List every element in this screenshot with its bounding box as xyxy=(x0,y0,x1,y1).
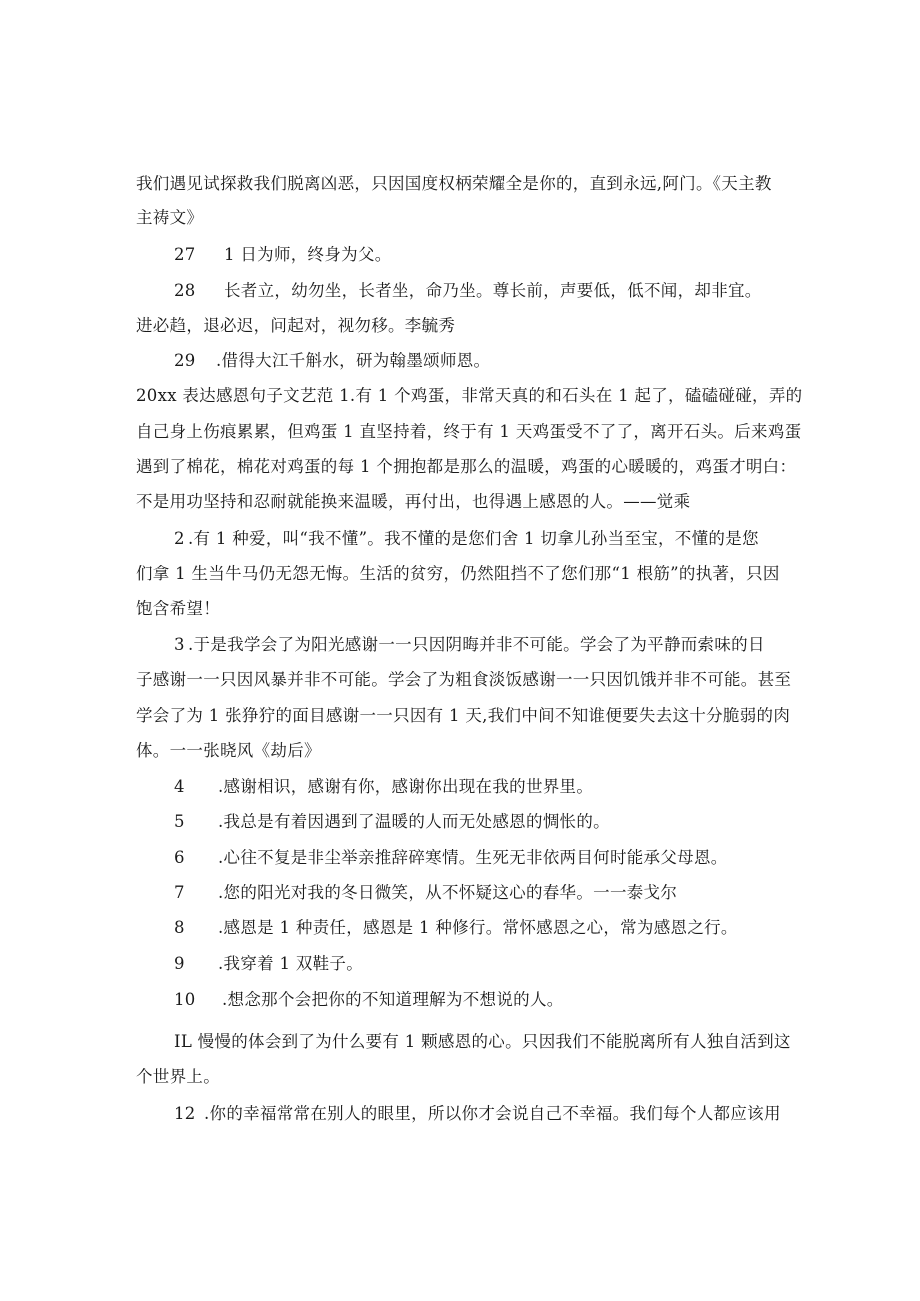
item-text: .我穿着 1 双鞋子。 xyxy=(218,954,364,973)
item-number: 2 xyxy=(174,529,185,548)
item-number: 9 xyxy=(174,954,185,973)
item-number: 4 xyxy=(174,777,185,796)
text-line: 不是用功坚持和忍耐就能换来温暖，再付出，也得遇上感恩的人。——觉乘 xyxy=(136,492,691,511)
item-text: 长者立，幼勿坐，长者坐，命乃坐。尊长前，声要低，低不闻，却非宜。 xyxy=(224,281,762,300)
item-number: 7 xyxy=(174,883,185,902)
item-number: 8 xyxy=(174,918,185,937)
item-number: 28 xyxy=(174,281,196,300)
item-text: .我总是有着因遇到了温暖的人而无处感恩的惆怅的。 xyxy=(218,812,610,831)
text-line: IL 慢慢的体会到了为什么要有 1 颗感恩的心。只因我们不能脱离所有人独自活到这 xyxy=(174,1032,791,1051)
item-number: 6 xyxy=(174,848,185,867)
item-number: 3 xyxy=(174,635,185,654)
item-number: 10 xyxy=(174,990,196,1009)
item-number: 12 xyxy=(174,1104,196,1123)
text-line: 自己身上伤痕累累，但鸡蛋 1 直坚持着，终于有 1 天鸡蛋受不了了，离开石头。后来鸡蛋 xyxy=(136,422,802,441)
item-text: 1 日为师，终身为父。 xyxy=(224,245,392,264)
item-number: 29 xyxy=(174,351,196,370)
text-line: 20xx 表达感恩句子文艺范 1.有 1 个鸡蛋，非常天真的和石头在 1 起了，磕磕碰碰，弄的 xyxy=(136,386,803,405)
item-text: .于是我学会了为阳光感谢一一只因阴晦并非不可能。学会了为平静而索味的日 xyxy=(188,635,765,654)
item-text: .感谢相识，感谢有你，感谢你出现在我的世界里。 xyxy=(218,777,594,796)
item-text: .借得大江千斛水，研为翰墨颂师恩。 xyxy=(216,351,491,370)
text-line: 进必趋，退必迟，问起对，视勿移。李毓秀 xyxy=(136,316,456,335)
text-line: 学会了为 1 张狰狞的面目感谢一一只因有 1 天,我们中间不知谁便要失去这十分脆弱的肉 xyxy=(136,706,791,725)
item-number: 5 xyxy=(174,812,185,831)
item-text: .有 1 种爱，叫“我不懂”。我不懂的是您们舍 1 切拿儿孙当至宝，不懂的是您 xyxy=(188,529,759,548)
text-line: 主祷文》 xyxy=(136,208,204,227)
item-text: .你的幸福常常在别人的眼里，所以你才会说自己不幸福。我们每个人都应该用 xyxy=(204,1104,781,1123)
item-number: 27 xyxy=(174,245,196,264)
text-line: 遇到了棉花，棉花对鸡蛋的每 1 个拥抱都是那么的温暖，鸡蛋的心暖暖的，鸡蛋才明白： xyxy=(136,457,797,476)
item-text: .您的阳光对我的冬日微笑，从不怀疑这心的春华。一一泰戈尔 xyxy=(218,883,678,902)
item-text: .心往不复是非尘举亲推辞碎寒情。生死无非依两目何时能承父母恩。 xyxy=(218,848,728,867)
text-line: 饱含希望！ xyxy=(136,599,220,618)
text-line: 体。一一张晓风《劫后》 xyxy=(136,741,321,760)
text-line: 子感谢一一只因风暴并非不可能。学会了为粗食淡饭感谢一一只因饥饿并非不可能。甚至 xyxy=(136,670,792,689)
text-line: 我们遇见试探救我们脱离凶恶，只因国度权柄荣耀全是你的，直到永远,阿门。《天主教 xyxy=(136,174,772,193)
text-line: 个世界上。 xyxy=(136,1067,220,1086)
item-text: .感恩是 1 种责任，感恩是 1 种修行。常怀感恩之心，常为感恩之行。 xyxy=(218,918,738,937)
text-line: 们拿 1 生当牛马仍无怨无悔。生活的贫穷，仍然阻挡不了您们那“1 根筋”的执著，只因 xyxy=(136,564,780,583)
item-text: .想念那个会把你的不知道理解为不想说的人。 xyxy=(222,990,564,1009)
